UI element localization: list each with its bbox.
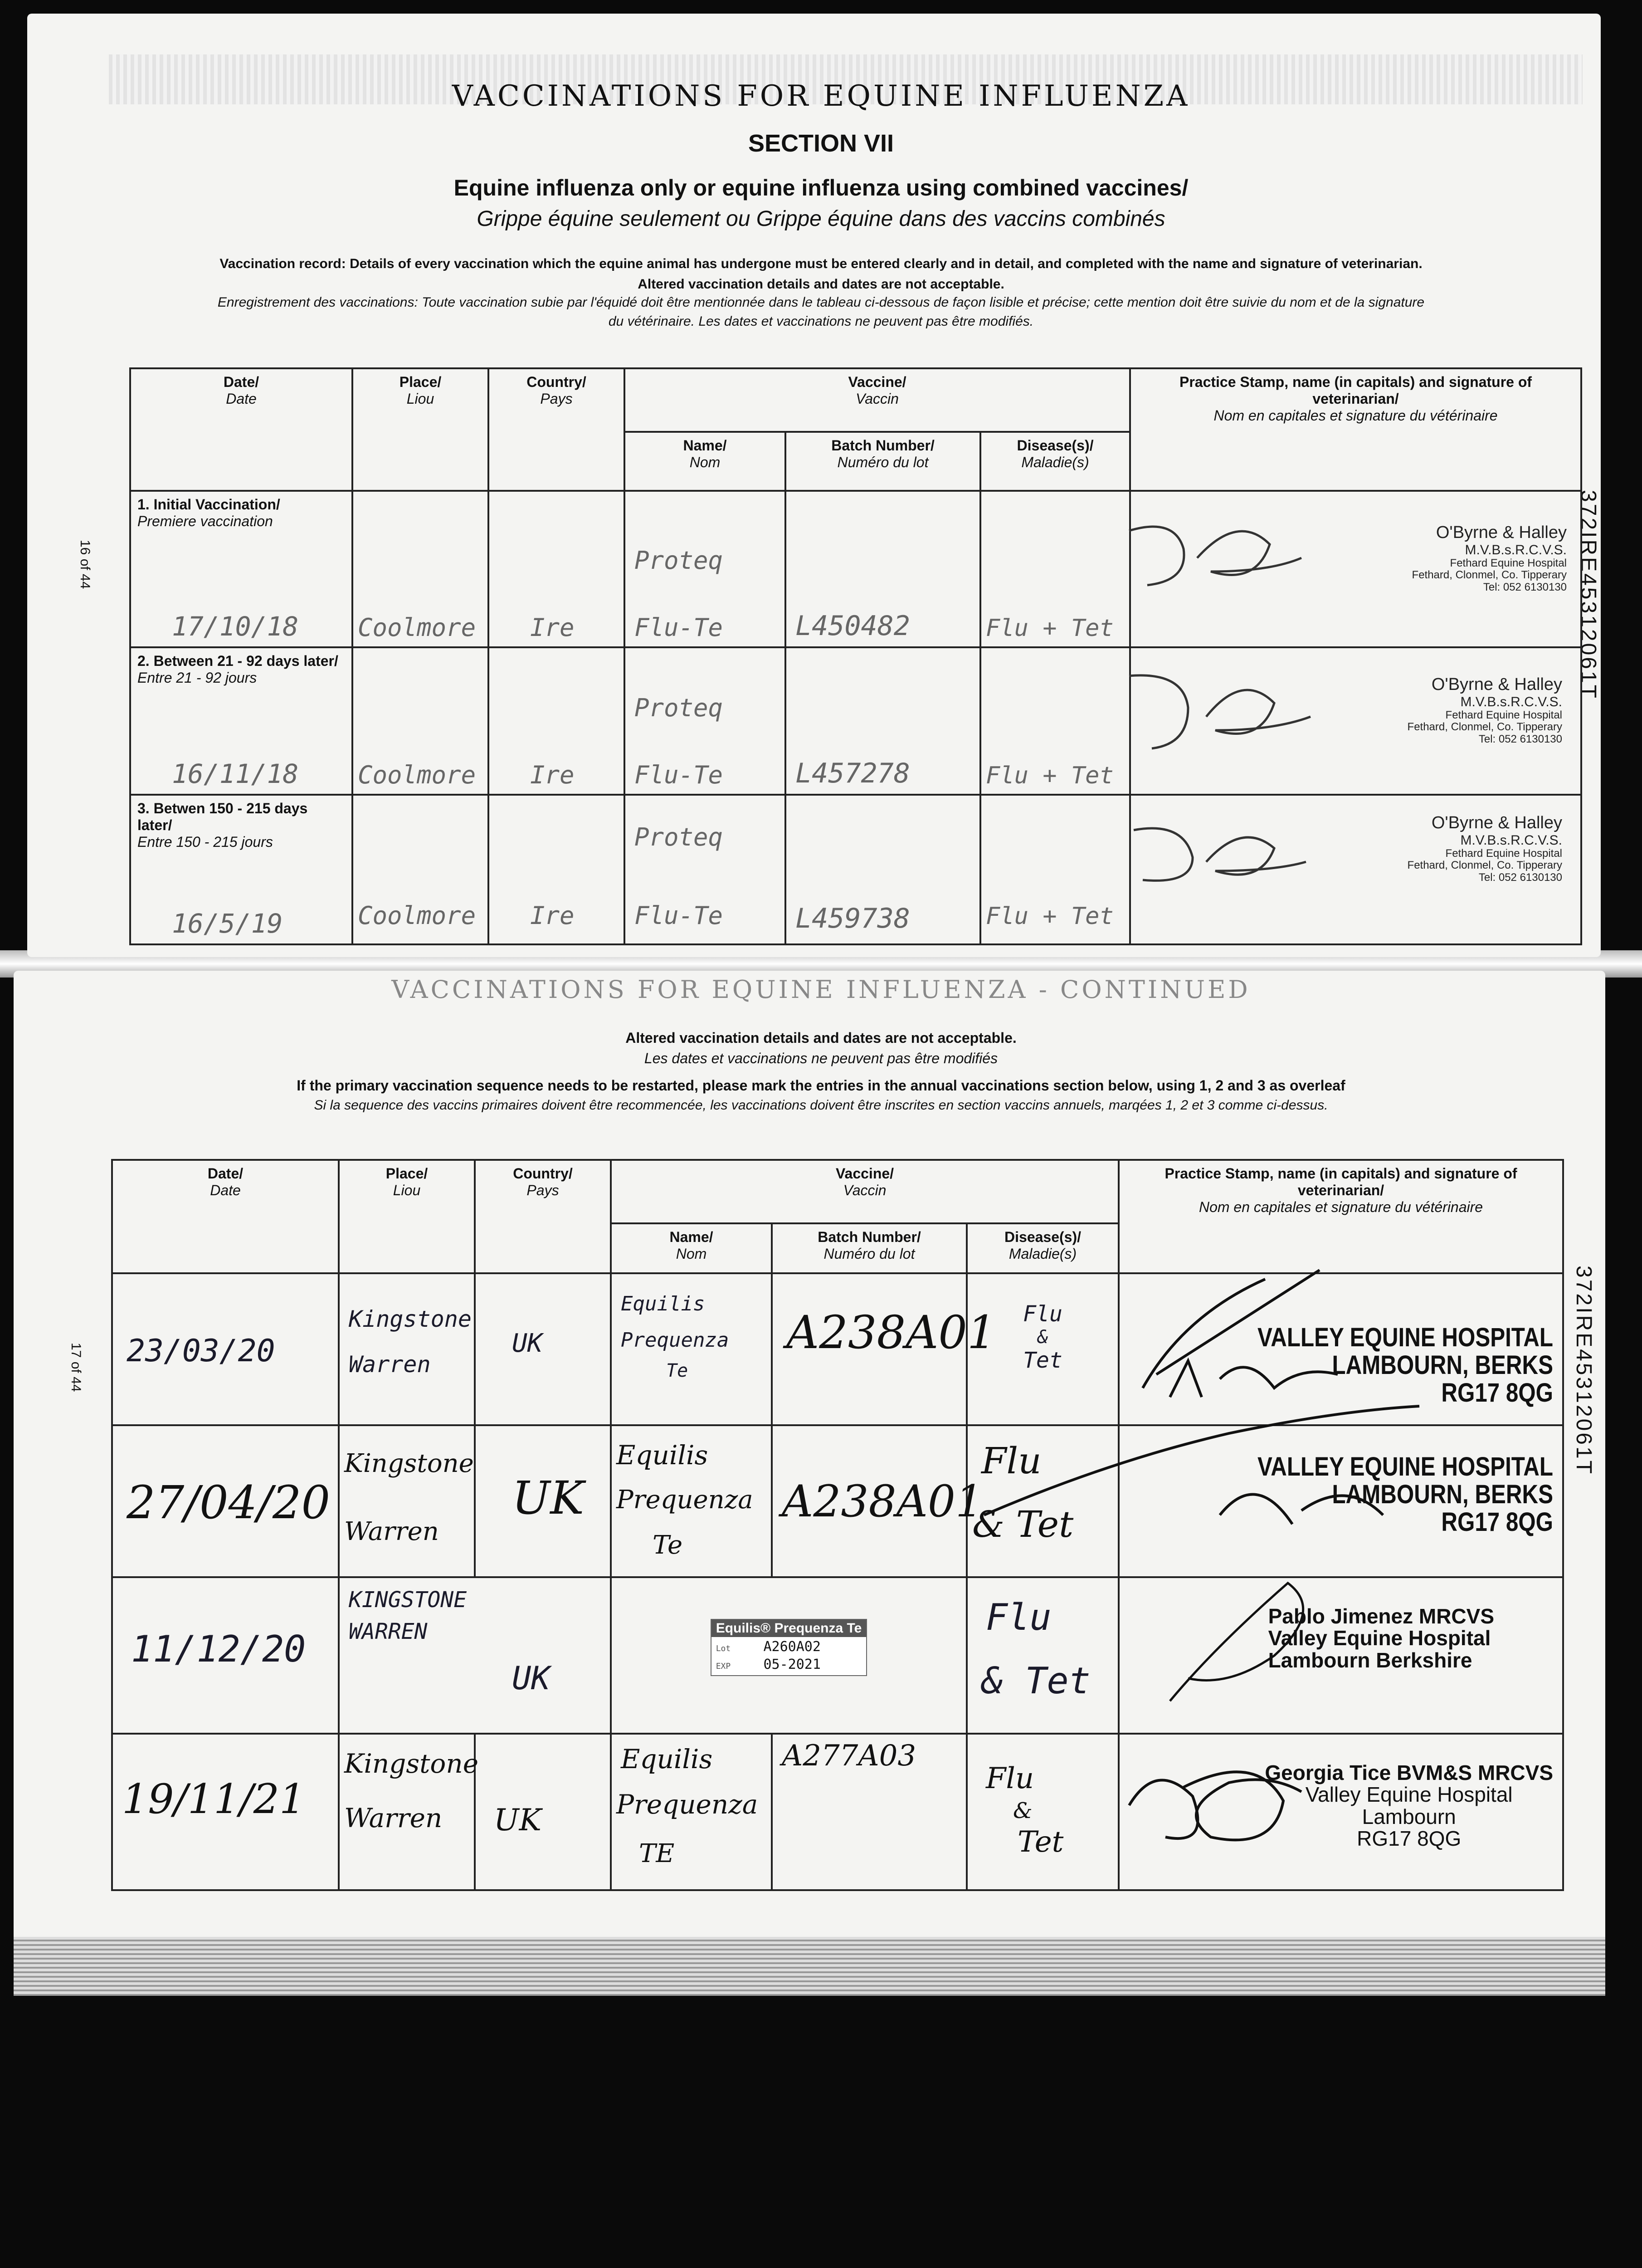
table-row (130, 795, 1581, 944)
subtitle-en: Equine influenza only or equine influenza using combined vaccines/ (453, 175, 1189, 200)
note-altered-fr: Les dates et vaccinations ne peuvent pas être modifiés (644, 1050, 998, 1066)
header-vaccine: Vaccine/ Vaccin (624, 368, 1130, 432)
name-cell: Proteq Flu-Te (624, 647, 785, 795)
vet-signature (1120, 658, 1320, 762)
page-number: 17 of 44 (68, 1343, 83, 1392)
place-country-cell: KINGSTONE WARREN UK (339, 1577, 611, 1734)
note-altered-en: Altered vaccination details and dates are not acceptable. (625, 1030, 1017, 1046)
note-en-1: Vaccination record: Details of every vaccination which the equine animal has undergone must be entered clearly and in detail, and completed with the name and signature of veterinarian. (219, 256, 1423, 271)
vet-signature (1120, 1733, 1311, 1869)
place-cell: Kingstone Warren (339, 1273, 475, 1425)
practice-stamp: Pablo Jimenez MRCVS Valley Equine Hospital Lambourn Berkshire (1268, 1604, 1495, 1672)
name-cell: Proteq Flu-Te (624, 795, 785, 944)
country-cell: Ire (488, 795, 624, 944)
note-restart-en: If the primary vaccination sequence needs to be restarted, please mark the entries in the annual vaccinations section below, using 1, 2 and 3 as overleaf (297, 1077, 1345, 1094)
subtitle-fr: Grippe équine seulement ou Grippe équine dans des vaccins combinés (477, 207, 1165, 231)
vet-signature (1120, 503, 1311, 603)
header-place: Place/ Liou (352, 368, 488, 491)
date-cell: 27/04/20 (112, 1425, 339, 1577)
batch-cell: A238A01 (772, 1273, 967, 1425)
date-value: 16/11/18 (172, 758, 299, 789)
name-cell: Equilis Prequenza Te (611, 1273, 772, 1425)
header-date: Date/ Date (112, 1160, 339, 1273)
date-value: 16/5/19 (172, 908, 283, 939)
date-value: 17/10/18 (172, 611, 299, 642)
side-id: 372IRE45312061T (1572, 1266, 1596, 1476)
header-disease: Disease(s)/ Maladie(s) (967, 1223, 1119, 1273)
section-title: SECTION VII (748, 130, 894, 157)
country-cell: UK (475, 1273, 611, 1425)
practice-stamp: VALLEY EQUINE HOSPITAL LAMBOURN, BERKS RG17 8QG (1257, 1452, 1554, 1537)
vaccine-label-sticker: Equilis® Prequenza Te Lot A260A02 EXP 05-2021 (711, 1619, 867, 1676)
header-batch: Batch Number/ Numéro du lot (785, 432, 980, 491)
vet-signature (975, 1397, 1428, 1533)
table-row (112, 1577, 1563, 1734)
page-stack-edge (14, 1937, 1605, 1996)
disease-cell: Flu & Tet (967, 1425, 1119, 1577)
date-cell: 23/03/20 (112, 1273, 339, 1425)
note-en-2: Altered vaccination details and dates are not acceptable. (638, 277, 1004, 292)
disease-cell: Flu + Tet (980, 647, 1130, 795)
header-stamp: Practice Stamp, name (in capitals) and signature of veterinarian/ Nom en capitales et signature du vétérinaire (1130, 368, 1581, 491)
header-country: Country/ Pays (475, 1160, 611, 1273)
name-cell: Equilis Prequenza TE (611, 1734, 772, 1890)
vaccine-sticker-cell (611, 1577, 967, 1734)
batch-cell: A238A01 (772, 1425, 967, 1577)
batch-cell: L459738 (785, 795, 980, 944)
vet-signature (1125, 812, 1315, 903)
name-cell: Equilis Prequenza Te (611, 1425, 772, 1577)
header-batch: Batch Number/ Numéro du lot (772, 1223, 967, 1273)
banner-title: VACCINATIONS FOR EQUINE INFLUENZA (452, 79, 1190, 113)
place-cell: Coolmore (352, 795, 488, 944)
place-cell: Coolmore (352, 491, 488, 647)
table-row (130, 491, 1581, 647)
vaccination-table-primary (129, 367, 1582, 945)
practice-stamp: VALLEY EQUINE HOSPITAL LAMBOURN, BERKS RG17 8QG (1257, 1323, 1554, 1408)
disease-cell: Flu & Tet (967, 1273, 1119, 1425)
date-cell: 2. Between 21 - 92 days later/ Entre 21 - 92 jours 16/11/18 (130, 647, 352, 795)
batch-cell: A277A03 (772, 1734, 967, 1890)
table-row (130, 647, 1581, 795)
header-vaccine: Vaccine/ Vaccin (611, 1160, 1119, 1223)
name-cell: Proteq Flu-Te (624, 491, 785, 647)
date-cell: 19/11/21 (112, 1734, 339, 1890)
place-cell: Coolmore (352, 647, 488, 795)
place-cell: Kingstone Warren (339, 1425, 475, 1577)
vet-signature (1129, 1261, 1347, 1406)
header-place: Place/ Liou (339, 1160, 475, 1273)
header-disease: Disease(s)/ Maladie(s) (980, 432, 1130, 491)
country-cell: Ire (488, 491, 624, 647)
disease-cell: Flu & Tet (967, 1734, 1119, 1890)
table-row (112, 1734, 1563, 1890)
country-cell: Ire (488, 647, 624, 795)
batch-cell: L450482 (785, 491, 980, 647)
note-fr-2: du vétérinaire. Les dates et vaccinations ne peuvent pas être modifiés. (608, 314, 1034, 329)
header-stamp: Practice Stamp, name (in capitals) and signature of veterinarian/ Nom en capitales et signature du vétérinaire (1119, 1160, 1563, 1273)
header-country: Country/ Pays (488, 368, 624, 491)
header-name: Name/ Nom (624, 432, 785, 491)
practice-stamp: O'Byrne & Halley M.V.B.s.R.C.V.S. Fethard Equine Hospital Fethard, Clonmel, Co. Tipperary Tel: 052 6130130 (1407, 813, 1563, 884)
disease-cell: Flu + Tet (980, 491, 1130, 647)
vet-signature (1161, 1574, 1333, 1710)
header-name: Name/ Nom (611, 1223, 772, 1273)
date-cell: 1. Initial Vaccination/ Premiere vaccination 17/10/18 (130, 491, 352, 647)
disease-cell: Flu + Tet (980, 795, 1130, 944)
note-fr-1: Enregistrement des vaccinations: Toute vaccination subie par l'équidé doit être mentionnée dans le tableau ci-dessous de façon lisible et précise; cette mention doit être suivie du nom et de la signature (217, 295, 1425, 310)
date-cell: 3. Betwen 150 - 215 days later/ Entre 150 - 215 jours 16/5/19 (130, 795, 352, 944)
practice-stamp: Georgia Tice BVM&S MRCVS Valley Equine Hospital Lambourn RG17 8QG (1265, 1761, 1554, 1850)
disease-cell: Flu & Tet (967, 1577, 1119, 1734)
country-cell: UK (475, 1734, 611, 1890)
header-date: Date/ Date (130, 368, 352, 491)
note-restart-fr: Si la sequence des vaccins primaires doivent être recommencée, les vaccinations doivent être inscrites en section vaccins annuels, marqées 1, 2 et 3 comme ci-dessus. (314, 1098, 1328, 1113)
side-id: 372IRE45312061T (1576, 490, 1600, 700)
practice-stamp: O'Byrne & Halley M.V.B.s.R.C.V.S. Fethard Equine Hospital Fethard, Clonmel, Co. Tipperary Tel: 052 6130130 (1407, 675, 1563, 745)
page-number: 16 of 44 (78, 540, 93, 589)
country-cell: UK (475, 1425, 611, 1577)
batch-cell: L457278 (785, 647, 980, 795)
place-cell: Kingstone Warren (339, 1734, 475, 1890)
date-cell: 11/12/20 (112, 1577, 339, 1734)
practice-stamp: O'Byrne & Halley M.V.B.s.R.C.V.S. Fethard Equine Hospital Fethard, Clonmel, Co. Tipperary Tel: 052 6130130 (1412, 523, 1567, 593)
banner-title-continued: VACCINATIONS FOR EQUINE INFLUENZA - CONTINUED (391, 975, 1251, 1004)
